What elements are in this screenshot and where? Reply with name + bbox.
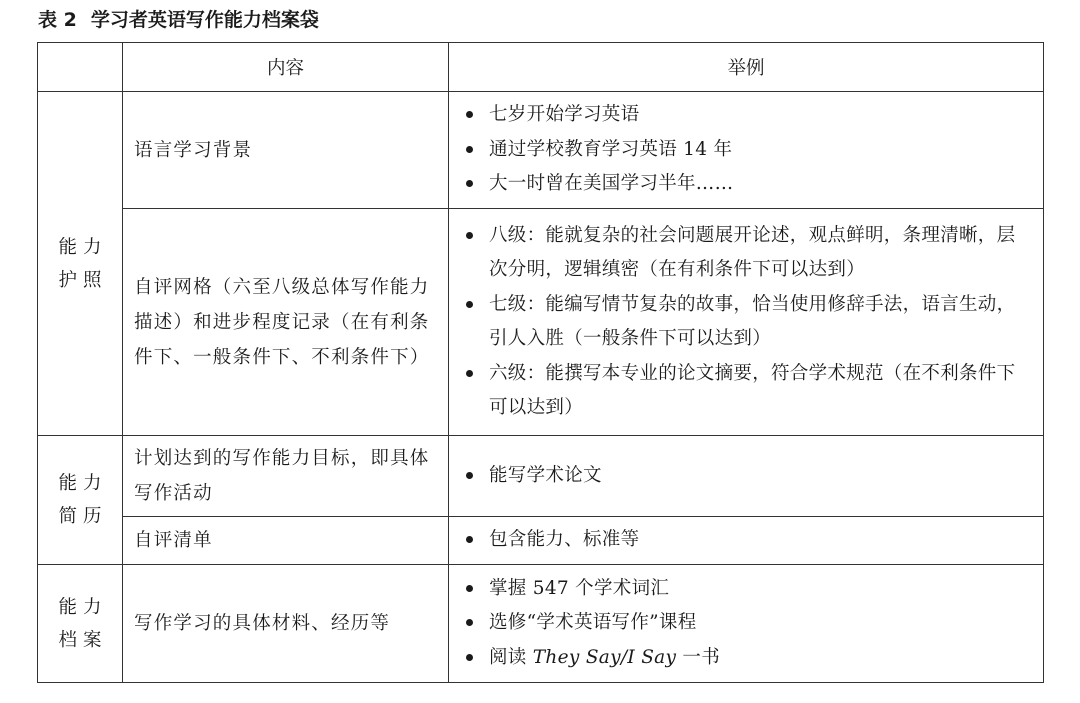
category-dossier [38,565,123,683]
table-row [38,436,1044,517]
book-prefix: 阅读 [489,646,533,668]
header-content: 内容 [123,43,449,92]
table-title: 学习者英语写作能力档案袋 [90,9,319,31]
list-item: 通过学校教育学习英语 14 年 [463,133,1033,168]
book-title: They Say/I Say [532,646,677,668]
item-language-background: 语言学习背景 [123,92,449,209]
item-writing-goals: 计划达到的写作能力目标，即具体写作活动 [123,436,449,517]
category-line: 能力 [58,473,108,494]
table-caption [38,6,319,34]
header-examples: 举例 [449,43,1044,92]
portfolio-table [37,42,1044,683]
item-self-assessment-grid: 自评网格（六至八级总体写作能力描述）和进步程度记录（在有利条件下、一般条件下、不利条件下） [123,209,449,436]
examples-cell [449,517,1044,565]
category-line: 档案 [58,629,108,651]
table-row [38,565,1044,683]
header-blank-cell [38,43,123,92]
list-item: 掌握 547 个学术词汇 [463,572,1033,607]
examples-cell [449,209,1044,436]
table-number: 表 2 [38,9,77,31]
list-item: 七岁开始学习英语 [463,98,1033,133]
category-line: 能力 [58,236,108,258]
item-materials: 写作学习的具体材料、经历等 [123,565,449,683]
list-item: 大一时曾在美国学习半年…… [463,167,1033,202]
category-passport [38,92,123,436]
list-item: 八级：能就复杂的社会问题展开论述，观点鲜明，条理清晰，层次分明，逻辑缜密（在有利条件下可以达到） [463,219,1033,288]
book-suffix: 一书 [676,646,721,668]
list-item: 能写学术论文 [463,459,1033,494]
examples-cell [449,436,1044,517]
list-item: 六级：能撰写本专业的论文摘要，符合学术规范（在不利条件下可以达到） [463,357,1033,426]
item-self-checklist: 自评清单 [123,517,449,565]
examples-cell [449,565,1044,683]
list-item: 包含能力、标准等 [463,523,1033,558]
list-item [463,641,1033,676]
list-item: 七级：能编写情节复杂的故事，恰当使用修辞手法，语言生动，引人入胜（一般条件下可以达到） [463,288,1033,357]
category-line: 简历 [58,506,108,527]
category-resume [38,436,123,565]
table-row [38,517,1044,565]
examples-cell [449,92,1044,209]
header-row [38,43,1044,92]
category-line: 护照 [58,269,108,291]
table-row [38,92,1044,209]
list-item: 选修“学术英语写作”课程 [463,606,1033,641]
table-row [38,209,1044,436]
category-line: 能力 [58,596,108,618]
